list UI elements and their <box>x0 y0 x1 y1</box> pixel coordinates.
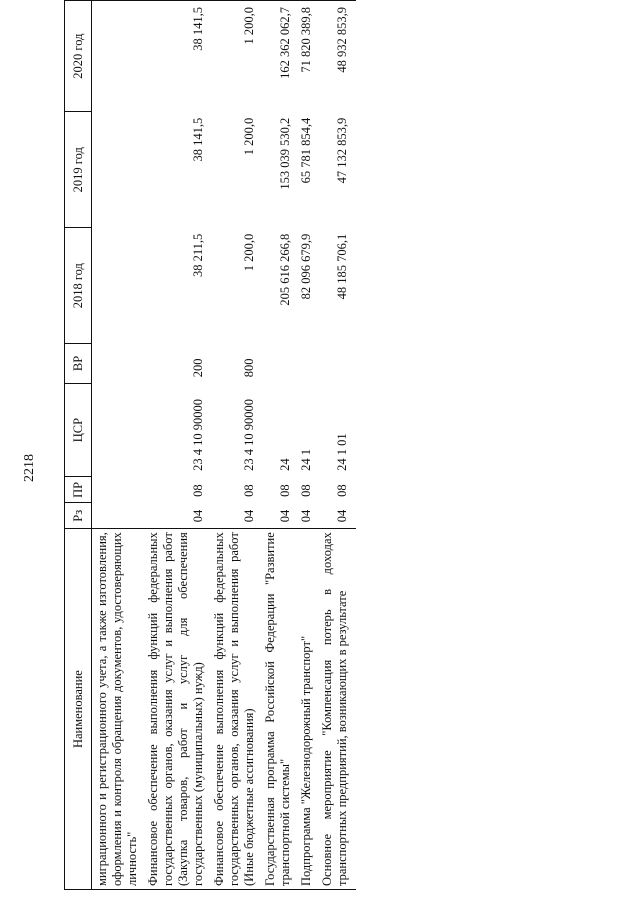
header-2020: 2020 год <box>65 1 92 112</box>
row-2018: 48 185 706,1 <box>335 233 349 300</box>
table-header-row <box>65 1 92 890</box>
row-rz: 04 <box>242 509 256 523</box>
row-rz: 04 <box>335 509 349 523</box>
row-name: Основное мероприятие "Компенсация потерь в доходах транспортных предприятий, возникающих в результате <box>320 529 356 890</box>
row-2020 <box>92 1 147 112</box>
row-name: Подпрограмма "Железнодорожный транспорт" <box>299 529 320 890</box>
row-2019 <box>92 112 147 228</box>
row-pr: 08 <box>191 484 205 497</box>
table-row <box>212 1 263 890</box>
page-number: 2218 <box>22 454 37 482</box>
row-2020: 1 200,0 <box>212 1 263 112</box>
row-2018: 82 096 679,9 <box>299 233 313 300</box>
row-2019: 65 781 854,4 <box>299 117 313 184</box>
budget-table <box>64 0 356 890</box>
row-csr: 24 <box>278 458 292 471</box>
row-csr: 24 1 01 <box>335 433 349 471</box>
table-row <box>299 1 320 890</box>
table-row <box>146 1 212 890</box>
header-rz: Рз <box>65 503 92 529</box>
header-pr: ПР <box>65 477 92 503</box>
row-vr <box>263 344 299 384</box>
row-name: Финансовое обеспечение выполнения функций федеральных государственных органов, оказания услуг и выполнения работ (Закупка товаров, работ и услуг для обеспечения государственных (муниципальных) нужд) <box>146 529 212 890</box>
row-vr <box>320 344 356 384</box>
row-2020: 38 141,5 <box>146 1 212 112</box>
row-2020: 48 932 853,9 <box>320 1 356 112</box>
table-row <box>320 1 356 890</box>
row-rz <box>92 503 147 529</box>
row-rz: 04 <box>278 509 292 523</box>
header-vr: ВР <box>65 344 92 384</box>
row-rz: 04 <box>299 509 313 523</box>
row-pr: 08 <box>299 484 313 497</box>
row-2019: 1 200,0 <box>242 117 256 156</box>
row-vr: 200 <box>191 358 205 378</box>
row-2019: 47 132 853,9 <box>335 117 349 184</box>
row-2018 <box>92 228 147 344</box>
row-name: миграционного и регистрационного учета, а также изготовления, оформления и контроля обращения документов, удостоверяющих личность" <box>92 529 147 890</box>
row-2019: 153 039 530,2 <box>278 117 292 190</box>
header-2018: 2018 год <box>65 228 92 344</box>
row-2020: 71 820 389,8 <box>299 1 320 112</box>
row-csr <box>92 383 147 477</box>
table-row <box>92 1 147 890</box>
row-name: Финансовое обеспечение выполнения функций федеральных государственных органов, оказания услуг и выполнения работ (Иные бюджетные ассигнования) <box>212 529 263 890</box>
row-csr: 24 1 <box>299 449 313 471</box>
row-pr <box>92 477 147 503</box>
header-csr: ЦСР <box>65 383 92 477</box>
header-name: Наименование <box>65 529 92 890</box>
row-2020: 162 362 062,7 <box>263 1 299 112</box>
row-csr: 23 4 10 90000 <box>191 399 205 471</box>
row-pr: 08 <box>335 484 349 497</box>
header-2019: 2019 год <box>65 112 92 228</box>
row-vr <box>92 344 147 384</box>
row-2018: 38 211,5 <box>191 233 205 277</box>
row-2019: 38 141,5 <box>191 117 205 162</box>
row-name: Государственная программа Российской Федерации "Развитие транспортной системы" <box>263 529 299 890</box>
row-2018: 205 616 266,8 <box>278 233 292 306</box>
row-vr: 800 <box>242 358 256 378</box>
row-pr: 08 <box>278 484 292 497</box>
row-pr: 08 <box>242 484 256 497</box>
row-2018: 1 200,0 <box>242 233 256 272</box>
row-csr: 23 4 10 90000 <box>242 399 256 471</box>
table-row <box>263 1 299 890</box>
row-rz: 04 <box>191 509 205 523</box>
row-vr <box>299 344 320 384</box>
